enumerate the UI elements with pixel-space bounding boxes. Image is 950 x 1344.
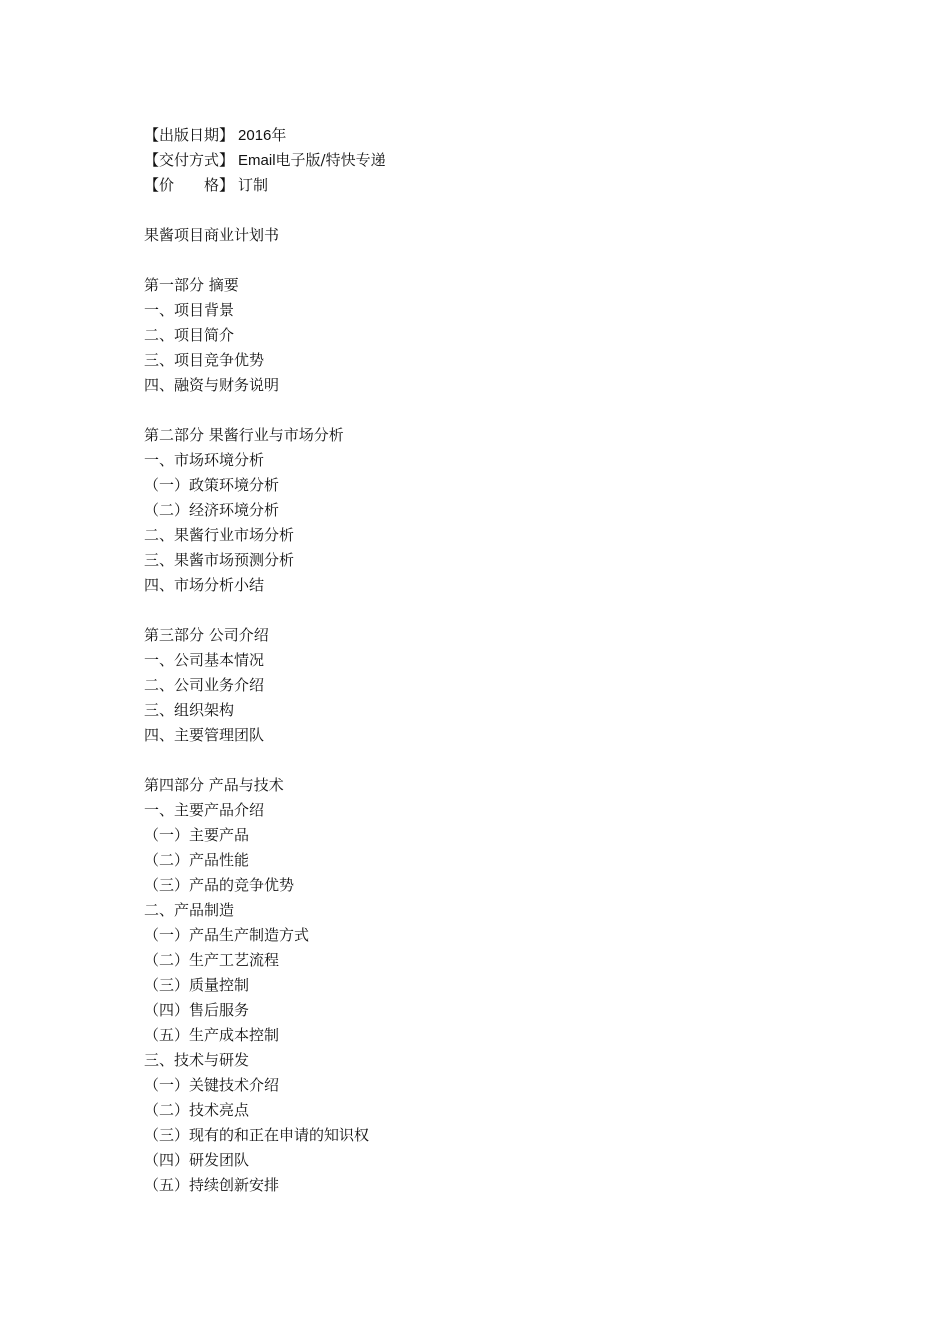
price-label-open: 【价 (144, 176, 175, 194)
toc-item: 一、公司基本情况 (144, 651, 265, 669)
toc-item: （二）生产工艺流程 (144, 951, 280, 969)
publish-date-year: 2016 (238, 127, 272, 144)
blank-line (144, 598, 804, 623)
toc-item: 四、融资与财务说明 (144, 376, 280, 394)
toc-sections (144, 248, 804, 1198)
delivery-line (144, 148, 804, 173)
toc-item: （三）产品的竞争优势 (144, 876, 295, 894)
toc-item: （一）产品生产制造方式 (144, 926, 310, 944)
toc-item: （五）生产成本控制 (144, 1026, 280, 1044)
document-content (144, 123, 804, 1198)
price-value: 订制 (238, 176, 269, 194)
toc-item: 三、组织架构 (144, 701, 235, 719)
toc-item: 二、项目简介 (144, 326, 235, 344)
toc-item: 一、市场环境分析 (144, 451, 265, 469)
toc-item: （一）主要产品 (144, 826, 250, 844)
toc-item: （三）现有的和正在申请的知识权 (144, 1126, 370, 1144)
toc-item: 四、主要管理团队 (144, 726, 265, 744)
blank-line (144, 398, 804, 423)
toc-item: 三、项目竞争优势 (144, 351, 265, 369)
toc-item: （二）经济环境分析 (144, 501, 280, 519)
price-line (144, 173, 804, 198)
publish-date-unit: 年 (271, 126, 287, 144)
toc-item: （一）政策环境分析 (144, 476, 280, 494)
toc-item: （二）技术亮点 (144, 1101, 250, 1119)
publish-date-line (144, 123, 804, 148)
delivery-rest: 电子版/特快专递 (275, 151, 386, 169)
toc-item: （一）关键技术介绍 (144, 1076, 280, 1094)
delivery-email: Email (238, 152, 276, 169)
toc-item: （五）持续创新安排 (144, 1176, 280, 1194)
section-heading: 第二部分 果酱行业与市场分析 (144, 426, 344, 444)
toc-item: 二、公司业务介绍 (144, 676, 265, 694)
toc-item: 一、项目背景 (144, 301, 235, 319)
toc-item: （三）质量控制 (144, 976, 250, 994)
toc-item: 三、技术与研发 (144, 1051, 250, 1069)
document-title: 果酱项目商业计划书 (144, 226, 280, 244)
toc-item: 四、市场分析小结 (144, 576, 265, 594)
price-label-close: 格】 (204, 176, 235, 194)
toc-item: 三、果酱市场预测分析 (144, 551, 295, 569)
toc-item: 一、主要产品介绍 (144, 801, 265, 819)
toc-item: （四）研发团队 (144, 1151, 250, 1169)
section-heading: 第四部分 产品与技术 (144, 776, 284, 794)
toc-item: （二）产品性能 (144, 851, 250, 869)
blank-line (144, 248, 804, 273)
section-heading: 第一部分 摘要 (144, 276, 239, 294)
toc-item: （四）售后服务 (144, 1001, 250, 1019)
delivery-label: 【交付方式】 (144, 151, 235, 169)
publish-date-label: 【出版日期】 (144, 126, 235, 144)
toc-item: 二、产品制造 (144, 901, 235, 919)
blank-line (144, 198, 804, 223)
blank-line (144, 748, 804, 773)
section-heading: 第三部分 公司介绍 (144, 626, 269, 644)
toc-item: 二、果酱行业市场分析 (144, 526, 295, 544)
